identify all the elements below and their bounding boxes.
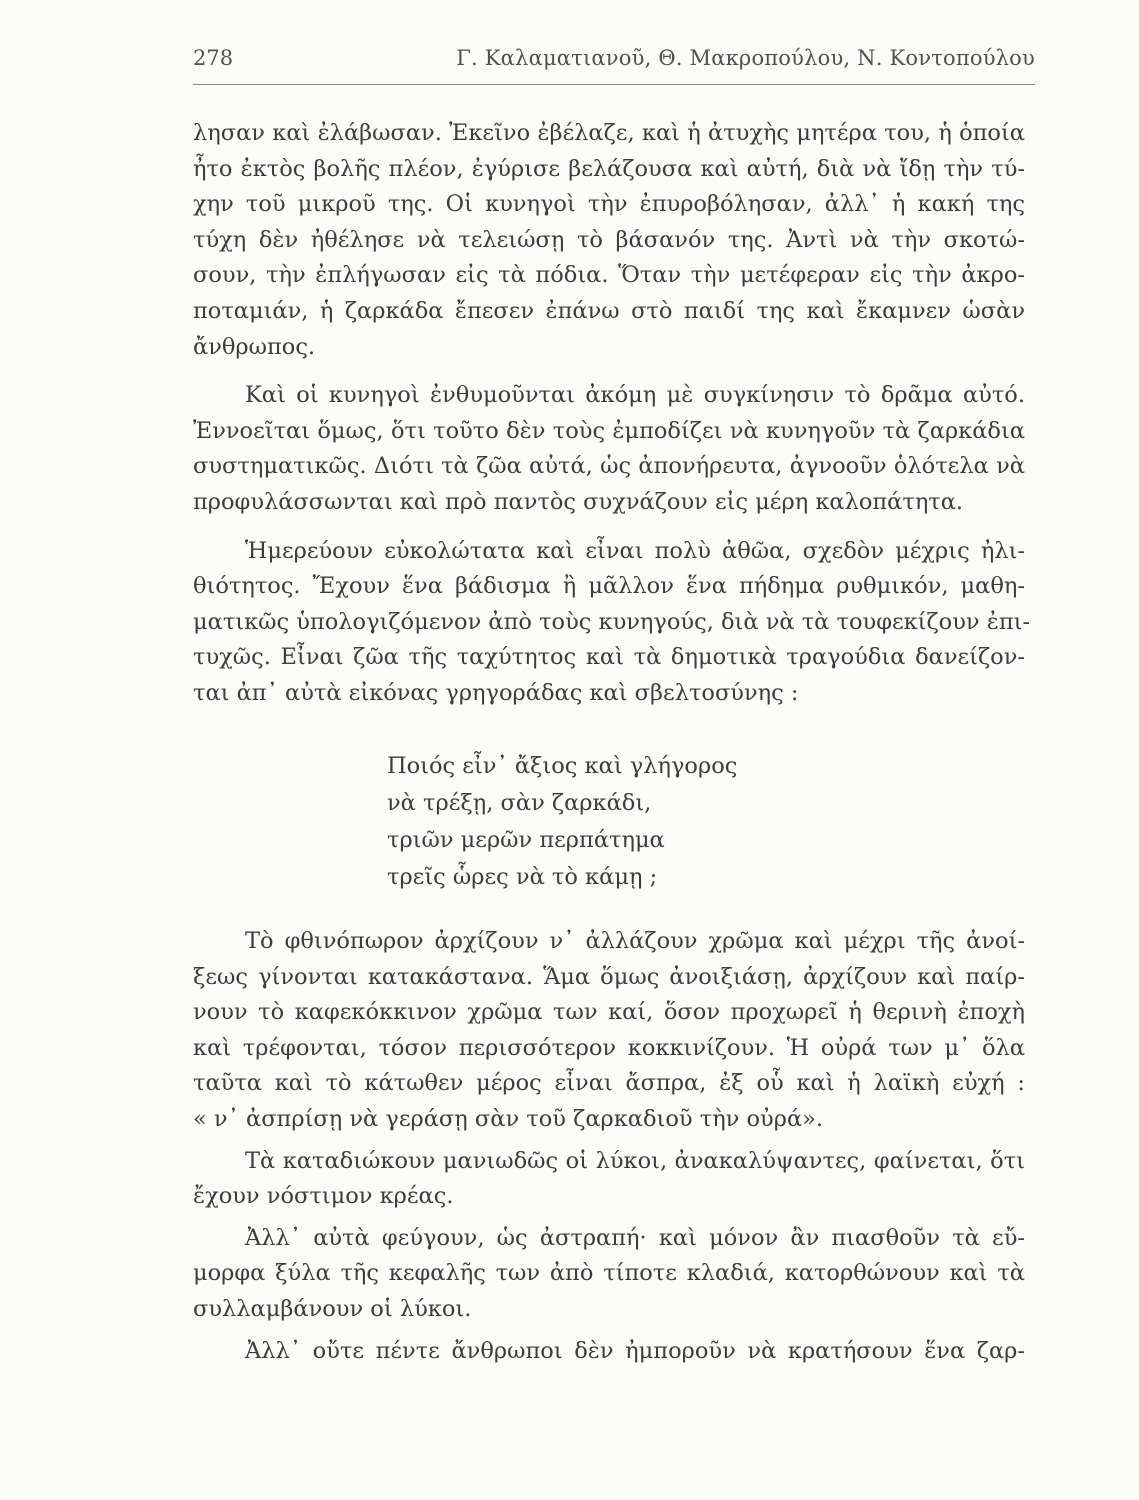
text-line: λησαν καὶ ἐλάβωσαν. Ἐκεῖνο ἐβέλαζε, καὶ ἡ ἀτυχὴς μητέρα του, ἡ ὁποία <box>193 120 1025 146</box>
text-line: Τὸ φθινόπωρον ἀρχίζουν ν᾽ ἀλλάζουν χρῶμα καὶ μέχρι τῆς ἀνοί- <box>245 928 1025 954</box>
text-line: προφυλάσσωνται καὶ πρὸ παντὸς συχνάζουν εἰς μέρη καλοπάτητα. <box>193 488 964 515</box>
text-line: Ἀλλ᾽ αὐτὰ φεύγουν, ὡς ἀστραπή· καὶ μόνον ἂν πιασθοῦν τὰ εὔ- <box>245 1224 1025 1251</box>
text-line: ἄνθρωπος. <box>193 333 316 360</box>
page-header <box>193 44 1035 84</box>
text-line: Ἐννοεῖται ὅμως, ὅτι τοῦτο δὲν τοὺς ἐμποδίζει νὰ κυνηγοῦν τὰ ζαρκάδια <box>193 417 1025 444</box>
text-line: καὶ τρέφονται, τόσον περισσότερον κοκκινίζουν. Ἡ οὐρά των μ᾽ ὅλα <box>193 1034 1025 1061</box>
text-line: ταῦτα καὶ τὸ κάτωθεν μέρος εἶναι ἄσπρα, ἐξ οὗ καὶ ἡ λαϊκὴ εὐχή : <box>193 1070 1025 1097</box>
poem-line: τρεῖς ὧρες νὰ τὸ κάμῃ ; <box>387 864 658 890</box>
text-line: συστηματικῶς. Διότι τὰ ζῶα αὐτά, ὡς ἀπονήρευτα, ἀγνοοῦν ὁλότελα νὰ <box>193 453 1025 480</box>
paragraph <box>193 924 1025 1138</box>
text-line: ἔχουν νόστιμον κρέας. <box>193 1183 454 1210</box>
text-line: συλλαμβάνουν οἱ λύκοι. <box>193 1295 472 1322</box>
poem-line: Ποιός εἶν᾽ ἄξιος καὶ γλήγορος <box>387 753 738 779</box>
poem-line: νὰ τρέξῃ, σὰν ζαρκάδι, <box>387 790 652 816</box>
text-line: τυχῶς. Εἶναι ζῶα τῆς ταχύτητος καὶ τὰ δημοτικὰ τραγούδια δανείζον- <box>193 644 1025 671</box>
paragraph <box>193 378 1025 520</box>
poem <box>387 748 887 896</box>
text-line: « ν᾽ ἀσπρίσῃ νὰ γεράσῃ σὰν τοῦ ζαρκαδιοῦ τὴν οὐρά». <box>193 1105 824 1132</box>
body-text-bottom <box>193 924 1025 1369</box>
text-line: Τὰ καταδιώκουν μανιωδῶς οἱ λύκοι, ἀνακαλύψαντες, φαίνεται, ὅτι <box>245 1147 1025 1174</box>
header-rule <box>193 84 1035 85</box>
text-line: ξεως γίνονται κατακάστανα. Ἅμα ὅμως ἀνοιξιάσῃ, ἀρχίζουν καὶ παίρ- <box>193 963 1025 990</box>
text-line: ἦτο ἐκτὸς βολῆς πλέον, ἐγύρισε βελάζουσα καὶ αὐτή, διὰ νὰ ἴδῃ τὴν τύ- <box>193 155 1025 182</box>
body-text-top <box>193 116 1031 712</box>
text-line: ματικῶς ὑπολογιζόμενον ἀπὸ τοὺς κυνηγούς, διὰ νὰ τὰ τουφεκίζουν ἐπι- <box>193 608 1031 635</box>
paragraph <box>193 1144 1025 1215</box>
text-line: χην τοῦ μικροῦ της. Οἱ κυνηγοὶ τὴν ἐπυροβόλησαν, ἀλλ᾽ ἡ κακή της <box>193 191 1025 218</box>
text-line: νουν τὸ καφεκόκκινον χρῶμα των καί, ὅσον προχωρεῖ ἡ θερινὴ ἐποχὴ <box>193 999 1025 1026</box>
page-number: 278 <box>193 46 234 70</box>
text-line: σουν, τὴν ἐπλήγωσαν εἰς τὰ πόδια. Ὅταν τὴν μετέφεραν εἰς τὴν ἀκρο- <box>193 262 1025 289</box>
paragraph <box>193 116 1025 365</box>
running-head: Γ. Καλαματιανοῦ, Θ. Μακροπούλου, Ν. Κοντοπούλου <box>456 46 1035 70</box>
text-line: Ἀλλ᾽ οὔτε πέντε ἄνθρωποι δὲν ἠμποροῦν νὰ κρατήσουν ἕνα ζαρ- <box>245 1337 1025 1364</box>
text-line: μορφα ξύλα τῆς κεφαλῆς των ἀπὸ τίποτε κλαδιά, κατορθώνουν καὶ τὰ <box>193 1260 1025 1287</box>
text-line: Ἡμερεύουν εὐκολώτατα καὶ εἶναι πολὺ ἀθῶα, σχεδὸν μέχρις ἠλι- <box>245 537 1025 564</box>
text-line: τύχη δὲν ἠθέλησε νὰ τελειώσῃ τὸ βάσανόν της. Ἀντὶ νὰ τὴν σκοτώ- <box>193 226 1025 253</box>
text-line: θιότητος. Ἔχουν ἕνα βάδισμα ἢ μᾶλλον ἕνα πήδημα ρυθμικόν, μαθη- <box>193 573 1025 600</box>
text-line: ποταμιάν, ἡ ζαρκάδα ἔπεσεν ἐπάνω στὸ παιδί της καὶ ἔκαμνεν ὡσὰν <box>193 297 1025 324</box>
paragraph <box>193 534 1031 712</box>
paragraph <box>193 1221 1025 1328</box>
paragraph <box>193 1334 1025 1370</box>
poem-line: τριῶν μερῶν περπάτημα <box>387 827 665 853</box>
text-line: Καὶ οἱ κυνηγοὶ ἐνθυμοῦνται ἀκόμη μὲ συγκίνησιν τὸ δρᾶμα αὐτό. <box>245 382 1025 409</box>
text-line: ται ἀπ᾽ αὐτὰ εἰκόνας γρηγοράδας καὶ σβελτοσύνης : <box>193 679 799 706</box>
